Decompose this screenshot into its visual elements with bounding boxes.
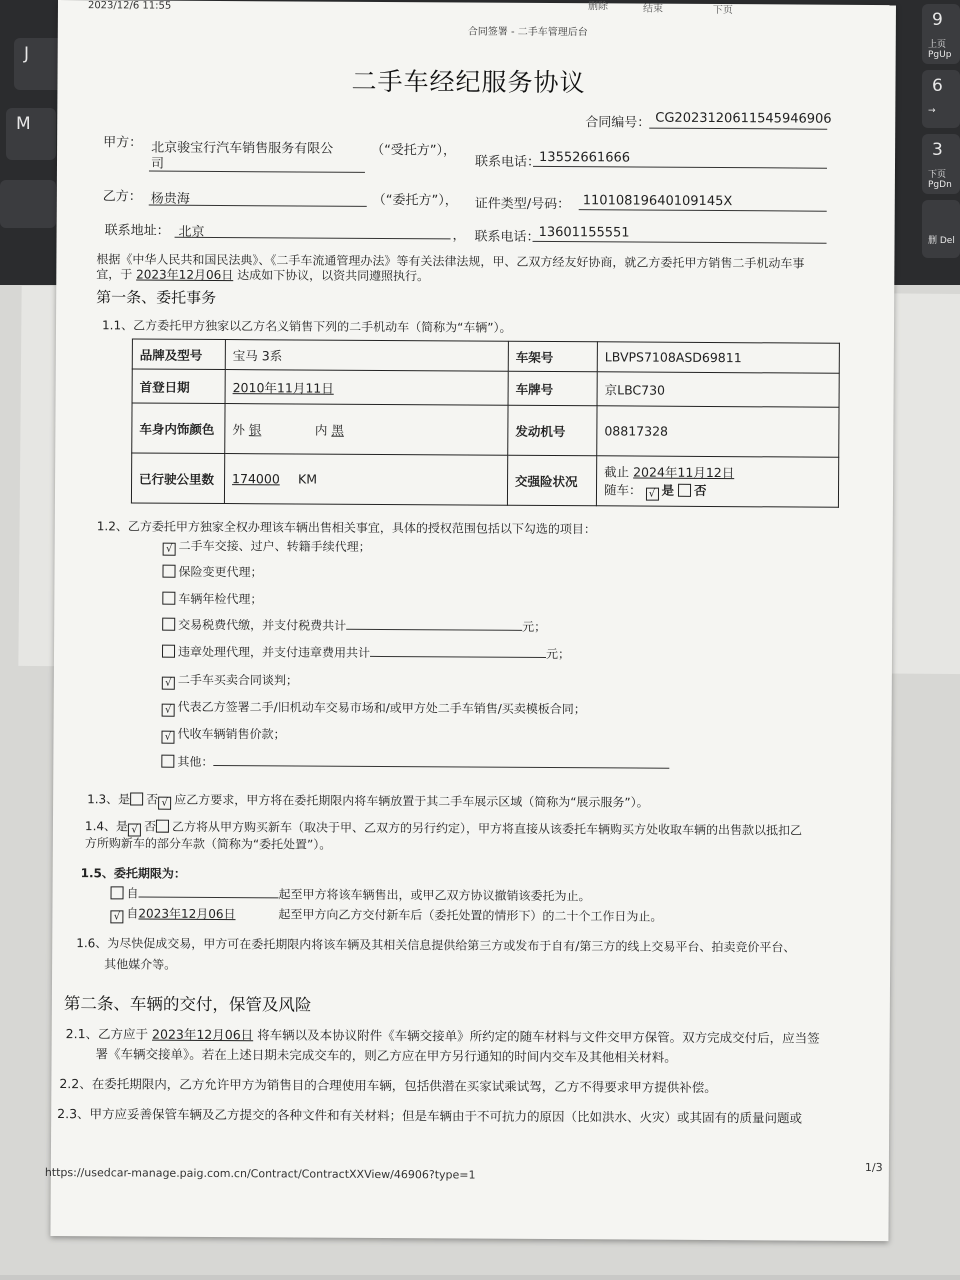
option-checkbox: √ — [161, 731, 174, 744]
intro-date: 2023年12月06日 — [136, 267, 234, 283]
exterior-color: 银 — [248, 421, 262, 437]
reg-date-label: 首登日期 — [132, 369, 225, 404]
party-b-id-label: 证件类型/号码： — [474, 196, 571, 213]
clause-1-3-no-checkbox: √ — [158, 797, 171, 810]
reg-date-value: 2010年11月11日 — [232, 379, 334, 396]
option-row: 交易税费代缴，并支付税费共计 元； — [162, 616, 546, 635]
option-row: 其他： — [161, 753, 669, 773]
party-a-phone: 13552661666 — [539, 149, 631, 166]
keyboard-key-3: 3 下页 PgDn — [922, 134, 960, 194]
keyboard-key-6: 6 → — [922, 70, 960, 128]
color-value: 外 银 内 黑 — [225, 404, 508, 456]
clause-1-6-line2: 其他媒介等。 — [104, 957, 177, 972]
clause-1-3-yes-checkbox — [130, 792, 143, 805]
clause-1-4-no-checkbox — [156, 820, 169, 833]
contract-no-label: 合同编号： — [585, 115, 651, 131]
keyboard-key-j: J — [14, 38, 66, 90]
option-checkbox — [162, 645, 175, 658]
page-number: 1/3 — [864, 1160, 883, 1175]
party-a-role: （“受托方”）， — [371, 142, 457, 159]
option-row: 保险变更代理； — [162, 563, 262, 581]
clause-1-1: 1.1、乙方委托甲方独家以乙方名义销售下列的二手机动车（简称为“车辆”）。 — [101, 318, 512, 335]
address: 北京 — [178, 224, 205, 240]
document-title: 二手车经纪服务协议 — [351, 66, 586, 98]
engine-value: 08817328 — [597, 406, 839, 457]
address-comma: ， — [452, 228, 466, 244]
mileage-value: 174000 — [232, 471, 280, 487]
mileage-cell: 174000 KM — [224, 454, 507, 506]
section-2-title: 第二条、车辆的交付，保管及风险 — [63, 994, 312, 1015]
mileage-label: 已行驶公里数 — [131, 453, 224, 504]
party-a-name-line1: 北京骏宝行汽车销售服务有限公 — [151, 140, 334, 157]
top-label-end: 结束 — [642, 3, 663, 15]
clause-1-4-yes-checkbox: √ — [128, 823, 141, 836]
party-b-id: 11010819640109145X — [582, 193, 733, 210]
clause-1-6-line1: 1.6、为尽快促成交易，甲方可在委托期限内将该车辆及其相关信息提供给第三方或发布于自有/第三方的线上交易平台、拍卖竞价平台、 — [76, 936, 796, 955]
option-checkbox: √ — [162, 704, 175, 717]
engine-label: 发动机号 — [508, 405, 597, 456]
option-checkbox — [162, 565, 175, 578]
clause-2-1-date: 2023年12月06日 — [152, 1026, 254, 1043]
keyboard-key-m: M — [6, 108, 56, 160]
clause-2-3: 2.3、甲方应妥善保管车辆及乙方提交的各种文件和有关材料；但是车辆由于不可抗力的原因（比如洪水、火灾）或其固有的质量问题或 — [57, 1106, 803, 1126]
party-a-name-line2: 司 — [150, 156, 165, 172]
clause-2-2: 2.2、在委托期限内，乙方允许甲方为销售目的合理使用车辆，包括供潜在买家试乘试驾，乙方不得要求甲方提供补偿。 — [59, 1076, 717, 1096]
top-label-delete: 删除 — [587, 1, 609, 13]
address-label: 联系地址： — [104, 223, 170, 239]
vehicle-table — [131, 338, 840, 507]
vin-label: 车架号 — [508, 341, 597, 372]
party-b-role: （“委托方”）， — [372, 192, 458, 209]
party-a-label: 甲方： — [103, 135, 143, 151]
interior-color: 黑 — [331, 422, 344, 438]
top-label-pagedown: 下页 — [712, 5, 733, 17]
brand-value: 宝马 3系 — [225, 340, 508, 372]
term-a-checkbox — [111, 886, 124, 899]
vin-value: LBVPS7108ASD69811 — [597, 342, 839, 373]
insurance-yes-checkbox: √ — [645, 487, 658, 500]
keyboard-key-del: 删 Del — [922, 200, 960, 258]
insurance-no-checkbox — [678, 483, 691, 496]
party-a-phone-label: 联系电话： — [474, 154, 541, 170]
clause-1-5: 1.5、委托期限为： — [80, 866, 186, 881]
term-option-a: 自 起至甲方将该车辆售出，或甲乙双方协议撤销该委托为止。 — [110, 884, 590, 904]
option-checkbox — [161, 755, 174, 768]
footer-url: https://usedcar-manage.paig.com.cn/Contract/ContractXXView/46906?type=1 — [44, 1165, 476, 1182]
option-checkbox — [162, 618, 175, 631]
intro-line1: 根据《中华人民共和国民法典》、《二手车流通管理办法》等有关法律法规，甲、乙双方经友好协商，就乙方委托甲方销售二手机动车事 — [96, 252, 805, 271]
option-checkbox — [162, 592, 175, 605]
option-row: √ 二手车交接、过户、转籍手续代理； — [163, 537, 371, 557]
option-row: 违章处理代理，并支付违章费用共计 元； — [162, 643, 570, 662]
keyboard-key-9: 9 上页 PgUp — [922, 4, 960, 64]
insurance-date: 2024年11月12日 — [633, 464, 735, 480]
term-b-checkbox: √ — [110, 910, 123, 923]
plate-label: 车牌号 — [508, 371, 597, 406]
party-b-phone: 13601155551 — [538, 224, 630, 241]
term-b-date: 2023年12月06日 — [138, 906, 236, 922]
intro-line2: 宜，于 2023年12月06日 达成如下协议，以资共同遵照执行。 — [96, 267, 430, 284]
option-checkbox: √ — [163, 543, 176, 556]
option-checkbox: √ — [162, 677, 175, 690]
section-1-title: 第一条、委托事务 — [96, 288, 217, 307]
contract-no: CG2023120611545946906 — [655, 110, 832, 127]
insurance-cell: 截止 2024年11月12日 随车： √ 是 否 — [596, 456, 838, 507]
print-time: 2023/12/6 11:55 — [87, 0, 172, 12]
option-row: 车辆年检代理； — [162, 590, 262, 608]
party-b-name: 杨贵海 — [150, 191, 190, 207]
party-b-phone-label: 联系电话： — [474, 229, 540, 245]
clause-2-1-line2: 署《车辆交接单》。若在上述日期未完成交车的，则乙方应在甲方另行通知的时间内交车及其他相关材料。 — [95, 1046, 677, 1065]
clause-2-1: 2.1、乙方应于 2023年12月06日 将车辆以及本协议附件《车辆交接单》所约定的随车材料与文件交甲方保管。双方完成交付后，应当签 — [65, 1026, 820, 1046]
insurance-label: 交强险状况 — [507, 455, 596, 506]
option-row: √ 二手车买卖合同谈判； — [162, 671, 298, 691]
clause-1-4: 1.4、是 √ 否 乙方将从甲方购买新车（取决于甲、乙双方的另行约定），甲方将直接从该委托车辆购买方处收取车辆的出售款以抵扣乙 — [84, 819, 803, 838]
option-row: √ 代收车辆销售价款； — [161, 725, 285, 745]
color-label: 车身内饰颜色 — [132, 403, 225, 454]
clause-1-2: 1.2、乙方委托甲方独家全权办理该车辆出售相关事宜，具体的授权范围包括以下勾选的项目： — [96, 519, 596, 537]
option-row: √ 代表乙方签署二手/旧机动车交易市场和/或甲方处二手车销售/买卖模板合同； — [162, 698, 586, 720]
print-header: 合同签署 - 二手车管理后台 — [467, 26, 588, 39]
contract-page — [44, 0, 896, 1241]
clause-1-4-line2: 方所购新车的部分车款（简称为“委托处置”）。 — [84, 836, 332, 852]
clause-1-3: 1.3、是 否 √ 应乙方要求，甲方将在委托期限内将车辆放置于其二手车展示区域（简称为“展示服务”）。 — [87, 792, 649, 810]
term-option-b: √ 自2023年12月06日 起至甲方向乙方交付新车后（委托处置的情形下）的二十个工作日为止。 — [110, 904, 662, 926]
keyboard-key-blank — [0, 180, 56, 228]
party-b-label: 乙方： — [102, 189, 142, 205]
brand-label: 品牌及型号 — [132, 339, 225, 370]
plate-value: 京LBC730 — [597, 372, 839, 407]
